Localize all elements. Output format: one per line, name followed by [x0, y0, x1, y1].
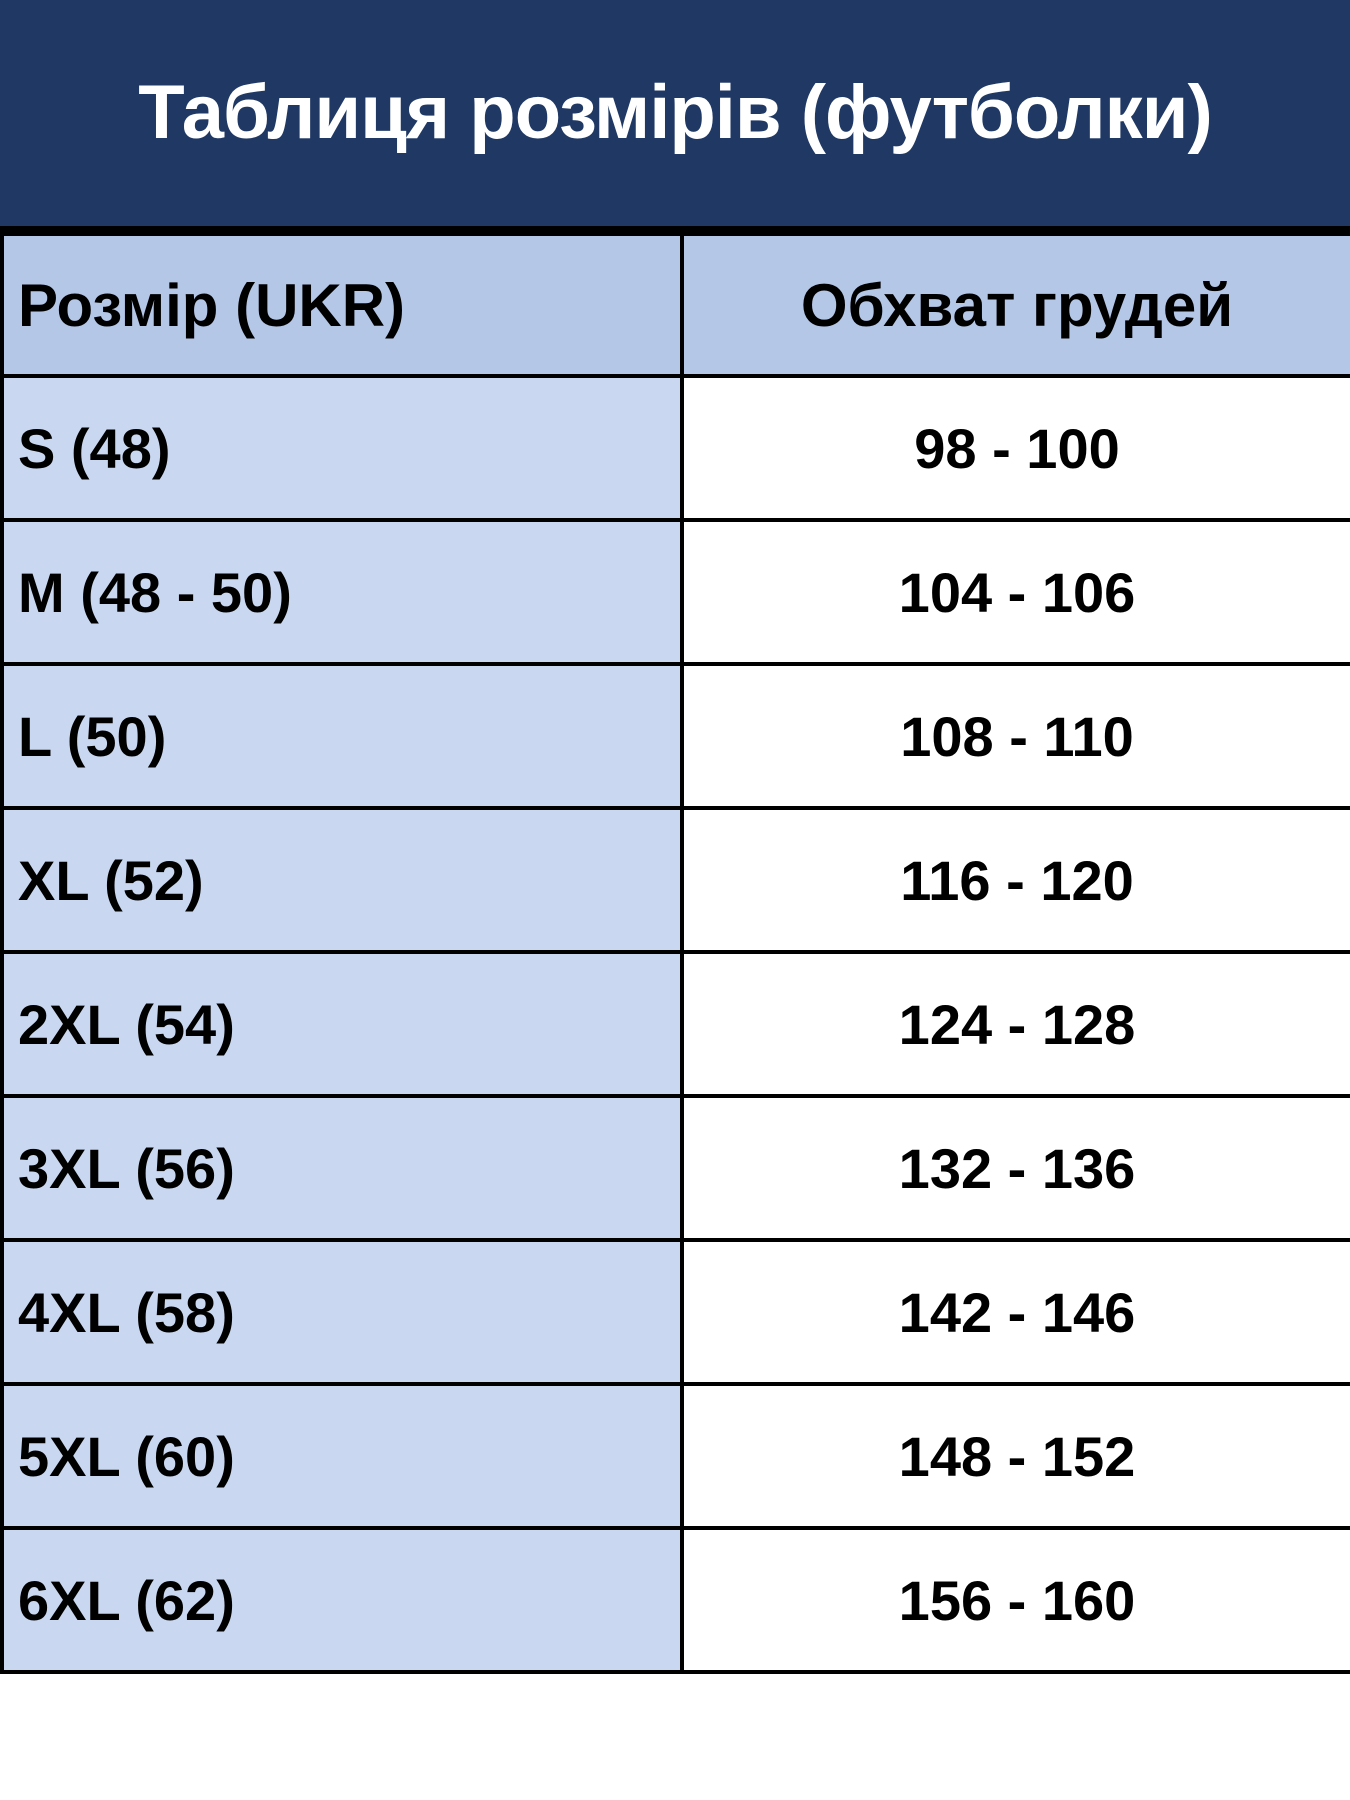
cell-size: 5XL (60): [2, 1384, 682, 1528]
table-row: [2, 1240, 1350, 1384]
cell-chest: 156 - 160: [682, 1528, 1350, 1672]
table-row: [2, 1528, 1350, 1672]
table-body: [2, 376, 1350, 1672]
size-table: [0, 232, 1350, 1674]
cell-size: S (48): [2, 376, 682, 520]
column-header-size: Розмір (UKR): [2, 234, 682, 376]
cell-size: L (50): [2, 664, 682, 808]
table-row: [2, 520, 1350, 664]
cell-size: 6XL (62): [2, 1528, 682, 1672]
cell-chest: 132 - 136: [682, 1096, 1350, 1240]
table-row: [2, 808, 1350, 952]
page-title: Таблиця розмірів (футболки): [138, 70, 1212, 156]
table-header-row: [2, 234, 1350, 376]
cell-size: 3XL (56): [2, 1096, 682, 1240]
cell-chest: 142 - 146: [682, 1240, 1350, 1384]
cell-chest: 108 - 110: [682, 664, 1350, 808]
cell-size: M (48 - 50): [2, 520, 682, 664]
table-row: [2, 664, 1350, 808]
title-bar: [0, 0, 1350, 232]
table-row: [2, 952, 1350, 1096]
cell-size: 4XL (58): [2, 1240, 682, 1384]
cell-chest: 98 - 100: [682, 376, 1350, 520]
cell-size: XL (52): [2, 808, 682, 952]
cell-chest: 148 - 152: [682, 1384, 1350, 1528]
table-header: [2, 234, 1350, 376]
cell-chest: 124 - 128: [682, 952, 1350, 1096]
table-row: [2, 376, 1350, 520]
cell-size: 2XL (54): [2, 952, 682, 1096]
table-row: [2, 1096, 1350, 1240]
cell-chest: 116 - 120: [682, 808, 1350, 952]
cell-chest: 104 - 106: [682, 520, 1350, 664]
column-header-chest: Обхват грудей: [682, 234, 1350, 376]
table-row: [2, 1384, 1350, 1528]
